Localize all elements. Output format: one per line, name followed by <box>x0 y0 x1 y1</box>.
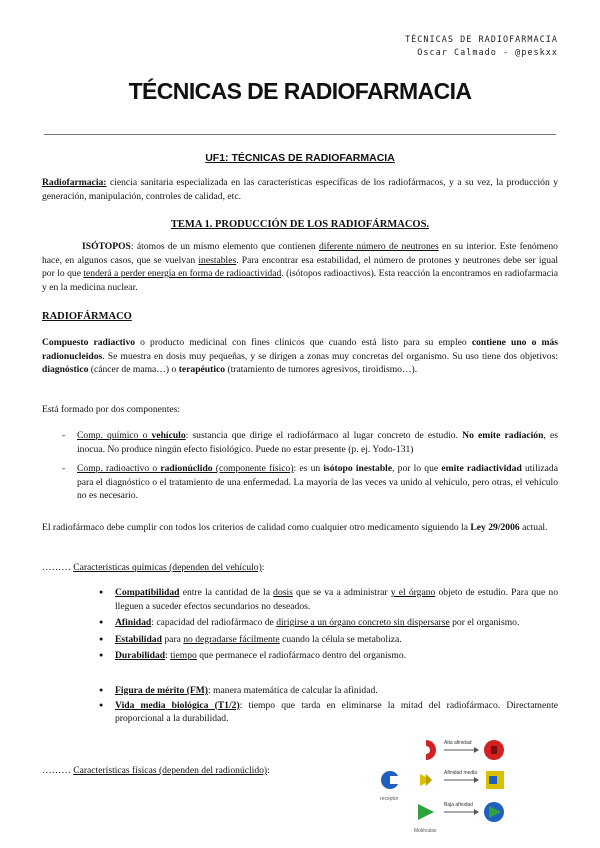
quimicas-list-b <box>42 684 558 726</box>
unit-heading-text: UF1: TÉCNICAS DE RADIOFARMACIA <box>205 152 395 164</box>
radiofarmaco-heading-text: RADIOFÁRMACO <box>42 311 132 322</box>
tema-heading <box>42 218 558 232</box>
radiofarmacia-text: ciencia sanitaria especializada en las características específicas de los radiofármacos, y a su vez, la producción y generación, manipulación, controles de calidad, etc. <box>42 177 558 202</box>
arrow-head <box>474 747 479 753</box>
quimicas-list-a <box>42 586 558 663</box>
quimicas-label: Características químicas (dependen del vehículo) <box>73 562 262 573</box>
blue-receptor-notch <box>390 776 399 784</box>
list-item <box>42 462 558 503</box>
radiofarmacia-term: Radiofarmacia: <box>42 177 107 188</box>
comp-radio-bold-1: isótopo inestable <box>323 463 393 474</box>
compuesto-bold-1: Compuesto radiactivo <box>42 337 136 348</box>
unit-heading <box>42 152 558 166</box>
item-text: que permanece el radiofármaco dentro del organismo. <box>196 650 407 661</box>
comp-quimico-term: vehículo <box>151 430 186 441</box>
affinity-figure <box>376 732 526 837</box>
radiofarmaco-heading <box>42 310 558 324</box>
fisicas-label: Características físicas (dependen del radionúclido) <box>73 765 268 776</box>
yellow-molecule-core <box>489 776 497 784</box>
item-text: por el organismo. <box>449 617 520 628</box>
item-text: cuando la célula se metaboliza. <box>279 633 402 645</box>
quimicas-colon: : <box>261 562 265 573</box>
item-text: : <box>165 650 171 661</box>
comp-radio-term: radionúclido <box>160 463 213 474</box>
isotopos-term: ISÓTOPOS <box>82 241 131 252</box>
calidad-text-2: actual. <box>519 522 548 533</box>
compuesto-bold-3: diagnóstico <box>42 364 89 375</box>
item-term: Vida media biológica (T1/2) <box>115 699 240 711</box>
red-molecule-core <box>491 746 497 754</box>
fisicas-heading <box>42 764 362 778</box>
quimicas-dots: ……… <box>42 562 71 573</box>
item-term: Figura de mérito (FM) <box>115 685 208 696</box>
componentes-list <box>42 429 558 509</box>
isotopos-text-4: . (isótopos radioactivos). Esta reacción la encontramos en radiofarmacia y en la medicina nuclear. <box>42 268 558 293</box>
comp-quimico-text-2: , es inocua. No produce ningún efecto fisiológico. Puede no estar presente (p. ej. Yodo-131) <box>77 430 558 455</box>
green-triangle <box>418 804 434 820</box>
running-header <box>405 34 558 60</box>
isotopos-underline-2: inestables <box>198 254 237 266</box>
item-term: Compatibilidad <box>115 587 180 598</box>
comp-radio-label: Comp. radioactivo o <box>77 463 161 474</box>
title-divider <box>44 134 556 135</box>
compuesto-text-4: (tratamiento de tumores agresivos, tiroidismo…). <box>225 364 418 375</box>
item-underline: y el órgano <box>390 587 436 598</box>
affinity-label-medium: Afinidad media <box>444 770 478 776</box>
isotopos-underline-1: diferente número de neutrones <box>319 241 439 252</box>
quimicas-heading <box>42 561 558 575</box>
item-underline: dosis <box>273 587 293 598</box>
isotopos-text-3: . Para encontrar esa estabilidad, el número de protones y neutrones debe ser igual por lo que <box>42 254 558 279</box>
comp-radio-text-3: utilizada para el diagnóstico o el tratamiento de una enfermedad. La mayoría de las veces va unido al vehículo, pero otras, el vehículo no es necesario. <box>77 463 558 501</box>
comp-radio-bold-2: emite radiactividad <box>441 463 522 474</box>
comp-quimico-label: Comp. químico o <box>77 430 152 441</box>
item-term: Afinidad <box>115 617 152 628</box>
comp-quimico-text-1: : sustancia que dirige el radiofármaco al lugar concreto de estudio. <box>185 430 463 441</box>
document-title: TÉCNICAS DE RADIOFARMACIA <box>128 78 472 104</box>
item-text: : tiempo que tarda en eliminarse la mitad del radiofármaco. Directamente proporcional a la durabilidad. <box>115 699 558 724</box>
list-item <box>42 633 558 647</box>
tema-heading-text: TEMA 1. PRODUCCIÓN DE LOS RADIOFÁRMACOS. <box>170 219 430 230</box>
item-term: Estabilidad <box>115 633 162 645</box>
affinity-label-high: Alta afinidad <box>444 740 472 746</box>
arrow-head <box>474 777 479 783</box>
item-text: objeto de estudio. Para que no lleguen a suceder efectos secundarios no deseados. <box>115 587 558 612</box>
item-underline: tiempo <box>170 650 197 661</box>
item-text: : manera matemática de calcular la afinidad. <box>207 685 378 696</box>
compuesto-text-1: o producto medicinal con fines clínicos que cuando está listo para su empleo <box>135 337 472 348</box>
formado-line: Está formado por dos componentes: <box>42 404 181 415</box>
fisicas-colon: : <box>267 765 270 776</box>
header-line-course: TÉCNICAS DE RADIOFARMACIA <box>405 35 558 45</box>
compuesto-text-2: . Se muestra en dosis muy pequeñas, y se dirigen a zonas muy concretas del organismo. Su uso tiene dos objetivos: <box>102 350 558 362</box>
item-underline: no degradarse fácilmente <box>183 633 280 645</box>
isotopos-paragraph <box>42 240 558 294</box>
affinity-label-low: Baja afinidad <box>444 802 473 808</box>
isotopos-text-2: en su interior. Este fenómeno hace, en algunos casos, que se vuelvan <box>42 241 558 266</box>
item-text: : capacidad del radiofármaco de <box>151 617 277 628</box>
compuesto-paragraph <box>42 336 558 377</box>
item-underline: dirigirse a un órgano concreto sin dispersarse <box>276 617 450 628</box>
list-item <box>42 649 558 663</box>
compuesto-bold-4: terapéutico <box>178 364 226 375</box>
fisicas-dots: ……… <box>42 765 71 776</box>
molecules-label: Moléculas <box>414 828 437 834</box>
header-line-author: Oscar Calmado - @peskxx <box>417 48 558 58</box>
item-term: Durabilidad <box>115 650 166 661</box>
comp-quimico-bold: No emite radiación <box>462 430 544 441</box>
calidad-law: Ley 29/2006 <box>470 522 520 533</box>
isotopos-underline-3: tenderá a perder energía en forma de radioactividad <box>83 268 282 279</box>
calidad-text-1: El radiofármaco debe cumplir con todos los criterios de calidad como cualquier otro medicamento siguiendo la <box>42 522 471 533</box>
calidad-paragraph <box>42 521 558 535</box>
list-item <box>42 586 558 613</box>
item-text: entre la cantidad de la <box>179 587 274 598</box>
red-receptor-shape <box>426 740 436 760</box>
isotopos-text-1: : átomos de un mismo elemento que contienen <box>130 241 319 252</box>
radiofarmacia-definition <box>42 176 558 203</box>
item-text: para <box>161 633 184 645</box>
comp-radio-label-post: (componente físico) <box>212 463 294 474</box>
arrow-head <box>474 809 479 815</box>
receptor-label: receptor <box>380 796 399 802</box>
compuesto-bold-2: contiene uno o más radionucleidos <box>42 337 559 362</box>
list-item <box>42 616 558 630</box>
yellow-bowtie-right <box>426 774 432 786</box>
item-text: que se va a administrar <box>292 587 391 598</box>
list-item <box>42 684 558 698</box>
list-item <box>42 429 558 456</box>
list-item <box>42 699 558 726</box>
compuesto-text-3: (cáncer de mama…) o <box>88 364 179 375</box>
comp-radio-text-1: : es un <box>293 463 324 474</box>
comp-radio-text-2: , por lo que <box>392 463 442 474</box>
